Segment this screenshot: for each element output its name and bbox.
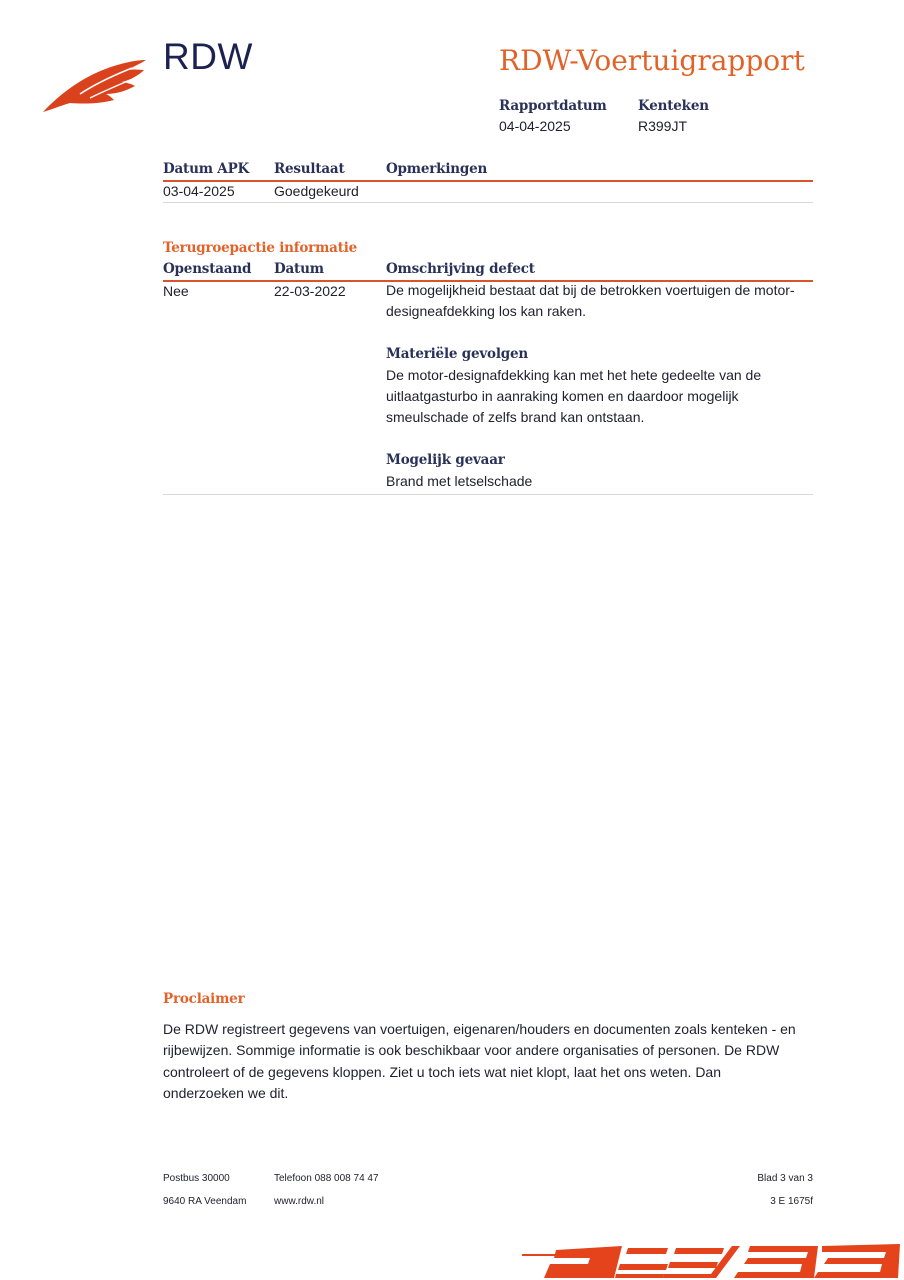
footer-page-number: Blad 3 van 3 bbox=[757, 1173, 813, 1184]
recall-row-divider bbox=[163, 494, 813, 495]
footer-website: www.rdw.nl bbox=[274, 1196, 325, 1207]
recall-description-block bbox=[386, 280, 806, 492]
apk-cell-resultaat: Goedgekeurd bbox=[274, 183, 359, 199]
gevaar-heading: Mogelijk gevaar bbox=[386, 451, 505, 468]
gevolgen-heading: Materiële gevolgen bbox=[386, 345, 529, 362]
recall-cell-openstaand: Nee bbox=[163, 283, 189, 299]
footer-address: 9640 RA Veendam bbox=[163, 1196, 247, 1207]
apk-row-divider bbox=[163, 202, 813, 203]
apk-header-resultaat: Resultaat bbox=[274, 161, 345, 177]
recall-header-openstaand: Openstaand bbox=[163, 261, 252, 277]
kenteken-label: Kenteken bbox=[638, 98, 709, 114]
apk-header-rule bbox=[163, 180, 813, 182]
recall-header-datum: Datum bbox=[274, 261, 324, 277]
recall-cell-datum: 22-03-2022 bbox=[274, 283, 346, 299]
recall-section-title: Terugroepactie informatie bbox=[163, 240, 358, 256]
rdw-wing-logo-icon bbox=[40, 56, 150, 116]
recall-header-omschrijving: Omschrijving defect bbox=[386, 261, 535, 277]
rapportdatum-value: 04-04-2025 bbox=[499, 118, 571, 134]
proclaimer-text: De RDW registreert gegevens van voertuigen, eigenaren/houders en documenten zoals kenteken - en rijbewijzen. Sommige informatie is ook beschikbaar voor andere organisaties of personen. De RDW controleert of de gegevens kloppen. Ziet u toch iets wat niet klopt, laat het ons weten. Dan onderzoeken we dit. bbox=[163, 1021, 796, 1101]
page-title: RDW-Voertuigrapport bbox=[499, 44, 805, 77]
apk-cell-datum: 03-04-2025 bbox=[163, 183, 235, 199]
gevolgen-text: De motor-designafdekking kan met het hete gedeelte van de uitlaatgasturbo in aanraking komen en daardoor mogelijk smeulschade of zelfs brand kan ontstaan. bbox=[386, 366, 762, 426]
proclaimer-title: Proclaimer bbox=[163, 991, 245, 1007]
footer-postbus: Postbus 30000 bbox=[163, 1173, 230, 1184]
logo-text: RDW bbox=[163, 36, 253, 77]
recall-omschrijving-text: De mogelijkheid bestaat dat bij de betrokken voertuigen de motor-designeafdekking los kan raken. bbox=[386, 282, 795, 320]
rdw-speed-lines-graphic-icon bbox=[518, 1244, 904, 1280]
footer-code: 3 E 1675f bbox=[770, 1196, 813, 1207]
gevaar-text: Brand met letselschade bbox=[386, 473, 533, 490]
rapportdatum-label: Rapportdatum bbox=[499, 98, 607, 114]
apk-header-datum: Datum APK bbox=[163, 161, 250, 177]
apk-header-opmerkingen: Opmerkingen bbox=[386, 161, 488, 177]
footer-telefoon: Telefoon 088 008 74 47 bbox=[274, 1173, 379, 1184]
kenteken-value: R399JT bbox=[638, 118, 688, 134]
